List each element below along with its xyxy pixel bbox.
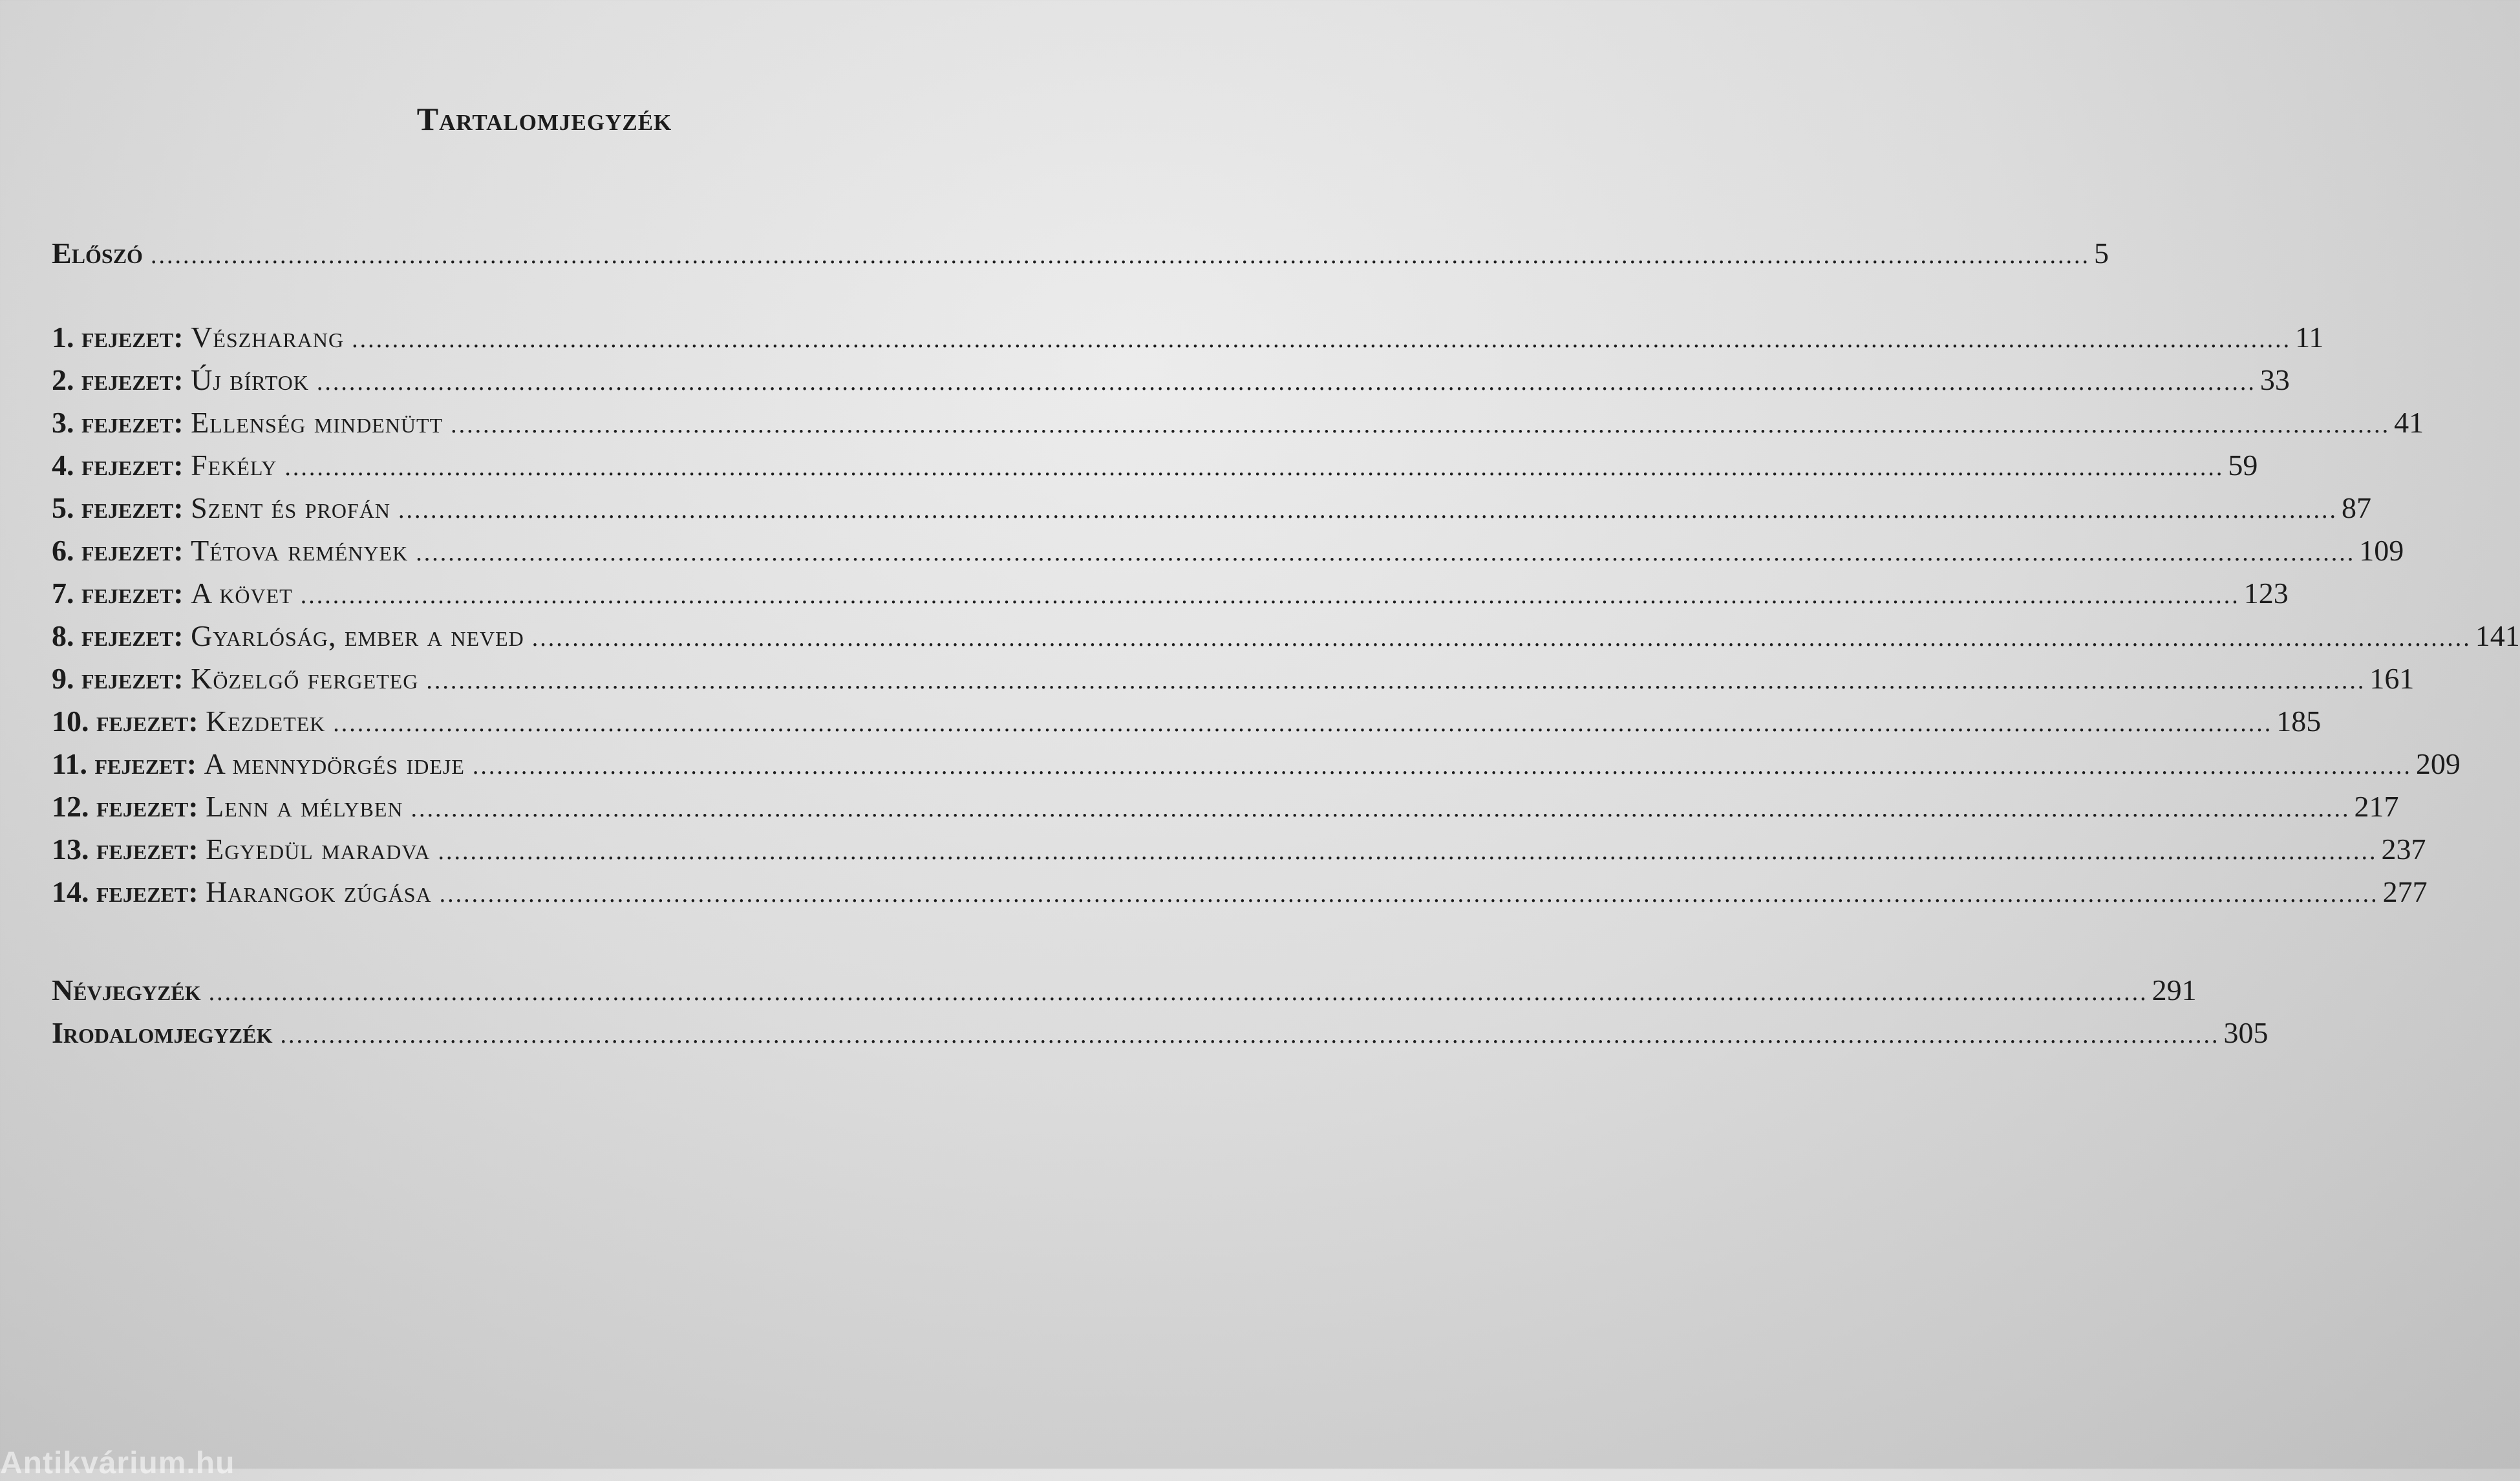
dot-leader: ................................................................................................................................................................................................................................................ xyxy=(416,539,2356,566)
chapter-number: 1. xyxy=(52,321,74,354)
chapter-number: 5. xyxy=(52,491,74,524)
dot-leader: ................................................................................................................................................................................................................................................ xyxy=(451,411,2391,438)
toc-entry-chapter xyxy=(52,786,2399,827)
chapter-word: fejezet: xyxy=(94,747,197,780)
chapter-word: fejezet: xyxy=(81,406,184,439)
dot-leader: ................................................................................................................................................................................................................................................ xyxy=(333,710,2273,737)
chapter-number: 2. xyxy=(52,363,74,396)
toc-entry-preface xyxy=(52,233,2109,274)
toc-page-number: 237 xyxy=(2381,833,2426,866)
toc-entry-chapter xyxy=(52,701,2322,742)
toc-page-number: 87 xyxy=(2342,491,2372,524)
chapter-number: 8. xyxy=(52,619,74,652)
dot-leader: ................................................................................................................................................................................................................................................ xyxy=(284,454,2225,481)
chapter-word: fejezet: xyxy=(81,363,184,396)
chapter-title: Ellenség mindenütt xyxy=(191,406,443,439)
toc-page-number: 123 xyxy=(2243,577,2289,610)
page-title: Tartalomjegyzék xyxy=(416,101,672,137)
toc-page-number: 33 xyxy=(2259,363,2290,396)
chapter-number: 13. xyxy=(52,833,89,866)
toc-entry-chapter xyxy=(52,658,2415,699)
toc-page-number: 141 xyxy=(2475,619,2520,652)
toc-entry-index xyxy=(52,970,2197,1011)
dot-leader: ................................................................................................................................................................................................................................................ xyxy=(316,368,2256,396)
chapter-number: 11. xyxy=(52,747,87,780)
chapter-number: 6. xyxy=(52,534,74,567)
toc-entry-chapter xyxy=(52,829,2426,870)
dot-leader: ................................................................................................................................................................................................................................................ xyxy=(352,326,2292,353)
toc-entry-label: Irodalomjegyzék xyxy=(52,1016,273,1049)
chapter-number: 14. xyxy=(52,875,89,908)
dot-leader: ................................................................................................................................................................................................................................................ xyxy=(531,624,2472,652)
toc-entry-chapter xyxy=(52,487,2372,529)
chapter-title: Fekély xyxy=(191,449,277,482)
toc-entry-chapter xyxy=(52,402,2424,443)
dot-leader: ................................................................................................................................................................................................................................................ xyxy=(426,667,2366,694)
chapter-word: fejezet: xyxy=(81,619,184,652)
chapter-title: Gyarlóság, ember a neved xyxy=(191,619,524,652)
toc-entry-chapter xyxy=(52,530,2404,571)
chapter-word: fejezet: xyxy=(81,577,184,610)
toc-entry-label: Előszó xyxy=(52,237,143,270)
toc-page-number: 11 xyxy=(2295,321,2324,354)
chapter-word: fejezet: xyxy=(96,790,198,823)
chapter-word: fejezet: xyxy=(81,491,184,524)
chapter-word: fejezet: xyxy=(81,321,184,354)
toc-entry-label: Névjegyzék xyxy=(52,974,201,1007)
chapter-title: A mennydörgés ideje xyxy=(204,747,465,780)
toc-page-number: 217 xyxy=(2354,790,2399,823)
chapter-word: fejezet: xyxy=(81,449,184,482)
dot-leader: ................................................................................................................................................................................................................................................ xyxy=(411,795,2351,822)
watermark: Antikvárium.hu xyxy=(0,1446,235,1480)
chapter-word: fejezet: xyxy=(81,534,184,567)
chapter-word: fejezet: xyxy=(81,662,184,695)
chapter-word: fejezet: xyxy=(96,875,198,908)
chapter-title: Szent és profán xyxy=(191,491,391,524)
dot-leader: ................................................................................................................................................................................................................................................ xyxy=(300,582,2240,609)
toc-entry-chapter xyxy=(52,317,2324,358)
chapter-number: 10. xyxy=(52,705,89,738)
chapter-title: A követ xyxy=(191,577,293,610)
chapter-number: 4. xyxy=(52,449,74,482)
dot-leader: ................................................................................................................................................................................................................................................ xyxy=(398,496,2338,524)
toc-entry-chapter xyxy=(52,445,2258,486)
chapter-number: 12. xyxy=(52,790,89,823)
chapter-word: fejezet: xyxy=(96,833,198,866)
chapter-title: Egyedül maradva xyxy=(206,833,431,866)
toc-entry-chapter xyxy=(52,573,2289,614)
dot-leader: ................................................................................................................................................................................................................................................ xyxy=(150,242,2090,269)
toc-page-number: 109 xyxy=(2359,534,2404,567)
toc-page-number: 59 xyxy=(2228,449,2258,482)
toc-page-number: 185 xyxy=(2276,705,2322,738)
toc-page-number: 277 xyxy=(2382,875,2428,908)
toc-page-number: 161 xyxy=(2369,662,2415,695)
chapter-title: Közelgő fergeteg xyxy=(191,662,419,695)
chapter-title: Lenn a mélyben xyxy=(206,790,403,823)
toc-page-number: 291 xyxy=(2152,974,2197,1007)
dot-leader: ................................................................................................................................................................................................................................................ xyxy=(472,752,2412,780)
dot-leader: ................................................................................................................................................................................................................................................ xyxy=(280,1021,2220,1049)
chapter-number: 7. xyxy=(52,577,74,610)
toc-page-number: 305 xyxy=(2223,1016,2269,1049)
chapter-number: 3. xyxy=(52,406,74,439)
toc-entry-bibliography xyxy=(52,1012,2269,1054)
chapter-title: Harangok zúgása xyxy=(206,875,432,908)
chapter-number: 9. xyxy=(52,662,74,695)
toc-entry-chapter xyxy=(52,743,2461,785)
chapter-title: Tétova remények xyxy=(191,534,409,567)
toc-page-number: 209 xyxy=(2415,747,2461,780)
dot-leader: ................................................................................................................................................................................................................................................ xyxy=(208,979,2148,1006)
toc-page-number: 41 xyxy=(2394,406,2424,439)
dot-leader: ................................................................................................................................................................................................................................................ xyxy=(438,838,2378,865)
toc-page-number: 5 xyxy=(2093,237,2109,270)
toc-entry-chapter xyxy=(52,615,2520,657)
toc-entry-chapter xyxy=(52,871,2428,913)
chapter-word: fejezet: xyxy=(96,705,198,738)
toc-entry-chapter xyxy=(52,359,2290,401)
dot-leader: ................................................................................................................................................................................................................................................ xyxy=(439,880,2379,908)
chapter-title: Új bírtok xyxy=(191,363,309,396)
chapter-title: Vészharang xyxy=(191,321,345,354)
chapter-title: Kezdetek xyxy=(206,705,326,738)
